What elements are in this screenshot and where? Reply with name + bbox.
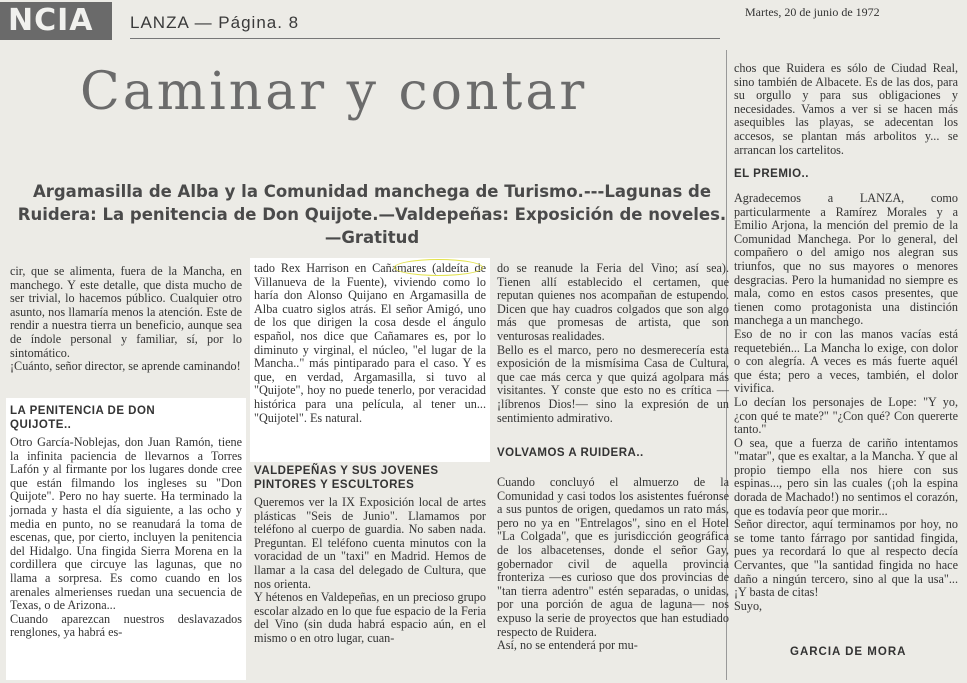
column-4-top: chos que Ruidera es sólo de Ciudad Real, sino también de Albacete. Es de las dos, para su orgullo y para sus obligaciones y necesidades. Vamos a ver si se hacen más asequibles las playas, se adecentan los accesos, se plantan más arbolitos y... se arrancan los cartelitos.: [734, 61, 958, 157]
issue-date: Martes, 20 de junio de 1972: [745, 5, 880, 19]
header-rule: [130, 38, 720, 39]
column-1-body: Otro García-Noblejas, don Juan Ramón, tiene la infinita paciencia de llevarnos a Torres Lafón y al firmante por los lugares donde cree que están filmando los ingleses su "Don Quijote". Pero no hay suerte. Ha terminado la jornada y hasta el día siguiente, a las ocho y media en punto, no se reanudará la toma de escenas, que, por cierto, incluyen la penitencia del Hidalgo. Una fingida Sierra Morena en la cordillera que circuye las lagunas, que no llama a sorpresa. Es como cuando en los arenales almerienses ruedan una secuencia de Texas, o de Arizona... Cuando aparezcan nuestros deslavazados renglones, ya habrá es-: [10, 435, 242, 640]
page-header: LANZA — Página. 8: [130, 13, 300, 32]
column-2-top: tado Rex Harrison en Cañamares (aldeíta de Villanueva de la Fuente), viviendo como lo haría don Alonso Quijano en Argamasilla de Alba cuatro siglos atrás. El señor Amigó, uno de los que dirigen la cosa desde el ángulo español, nos dice que Cañamares es, por lo diminuto y virginal, el núcleo, "el lugar de la Mancha.." más pintiparado para el caso. Y es que, en verdad, Argamasilla, si tuvo al "Quijote", hoy no puede tenerlo, por veracidad histórica para una película, al tener un... "Quijotel". Es natural.: [254, 261, 486, 425]
column-4-body: Agradecemos a LANZA, como particularmente a Ramírez Morales y a Emilio Arjona, la mención del premio de la Comunidad Manchega. Por lo general, del compañero o del amigo nos alegran sus triunfos, que no sus mayores o menores desgracias. Pero la humanidad no siempre es mala, como en estos casos presentes, que tienen como protagonista una distinción manchega a un manchego. Eso de no ir con las manos vacías está requetebién... La Mancha lo exige, con dolor o con alegría. A veces es más fuerte aquél que ésta; pero a veces, también, el dolor vivifica. Lo decían los personajes de Lope: "Y yo, ¿con qué te mate?" "¿Con qué? Con quererte tanto." O sea, que a fuerza de cariño intentamos "matar", que es exaltar, a la Mancha. Y que al propio tiempo ella nos hiere con sus espinas..., pero sin las cuales (¡oh la espina dorada de Machado!) no sentimos el corazón, que es todavía peor que morir... Señor director, aquí terminamos por hoy, no se tome tanto fárrago por santidad fingida, pues ya recordará lo que al respecto decía Cervantes, que "la santidad fingida no hace daño a ningún tercero, sino al que la usa"... ¡Y basta de citas! Suyo,: [734, 191, 958, 613]
section-heading-penitencia: LA PENITENCIA DE DON QUIJOTE..: [10, 405, 156, 431]
article-title: Caminar y contar: [80, 62, 588, 122]
section-heading-premio: EL PREMIO..: [734, 168, 809, 180]
column-2-body: Queremos ver la IX Exposición local de artes plásticas "Seis de Junio". Llamamos por teléfono al cuerpo de guardia. No saben nada. Preguntan. El teléfono cuenta minutos con la voracidad de un "taxi" en Madrid. Hemos de llamar a la casa del delegado de Cultura, que nos orienta. Y hétenos en Valdepeñas, en un precioso grupo escolar alzado en lo que fue espacio de la Feria del Vino (sin duda habrá espacio aún, en el mismo o en otro lugar, cuan-: [254, 495, 486, 645]
column-1-continuation: cir, que se alimenta, fuera de la Mancha, en manchego. Y este detalle, que dista mucho de ser trivial, lo hacemos público. Cualquier otro asunto, nos llamaría menos la atención. Este de rendir a nuestra tierra un beneficio, aunque sea de índole personal y familiar, sí, por lo sintomático. ¡Cuánto, señor director, se aprende caminando!: [10, 264, 242, 374]
section-heading-ruidera: VOLVAMOS A RUIDERA..: [497, 447, 644, 459]
column-3-body: Cuando concluyó el almuerzo de la Comunidad y casi todos los asistentes fuéronse a sus puntos de origen, quedamos un rato más, pero no ya en "Entrelagos", sino en el Hotel "La Colgada", que es jurisdicción geográfica de los albacetenses, donde el señor Gay, gobernador civil de aquella provincia fronteriza —es curioso que dos provincias de "tan tierra adentro" estén separadas, o unidas, por una porción de agua de laguna— nos expuso la serie de proyectos que han estudiado respecto de Ruidera. Así, no se entenderá por mu-: [497, 475, 729, 653]
highlight-circle: [394, 259, 483, 276]
author-signature: GARCIA DE MORA: [790, 646, 907, 658]
column-3-top: do se reanude la Feria del Vino; así sea). Tienen allí establecido el certamen, que reputan quienes nos acompañan de estupendo. Dicen que hay cuadros colgados que son algo más que promesas de artista, que son venturosas realidades. Bello es el marco, pero no desmerecería esta exposición de la mismísima Casa de Cultura, que cae más cerca y que quizá agolpara más visitantes. Y conste que esto no es crítica —¡líbrenos Dios!— sino la expresión de un sentimiento admirativo.: [497, 261, 729, 425]
section-heading-valdepenas: VALDEPEÑAS Y SUS JOVENES PINTORES Y ESCULTORES: [254, 465, 439, 491]
article-subtitle: Argamasilla de Alba y la Comunidad manchega de Turismo.---Lagunas de Ruidera: La penitencia de Don Quijote.—Valdepeñas: Exposición de noveles. —Gratitud: [17, 182, 727, 247]
newspaper-logo: NCIA: [0, 2, 112, 40]
